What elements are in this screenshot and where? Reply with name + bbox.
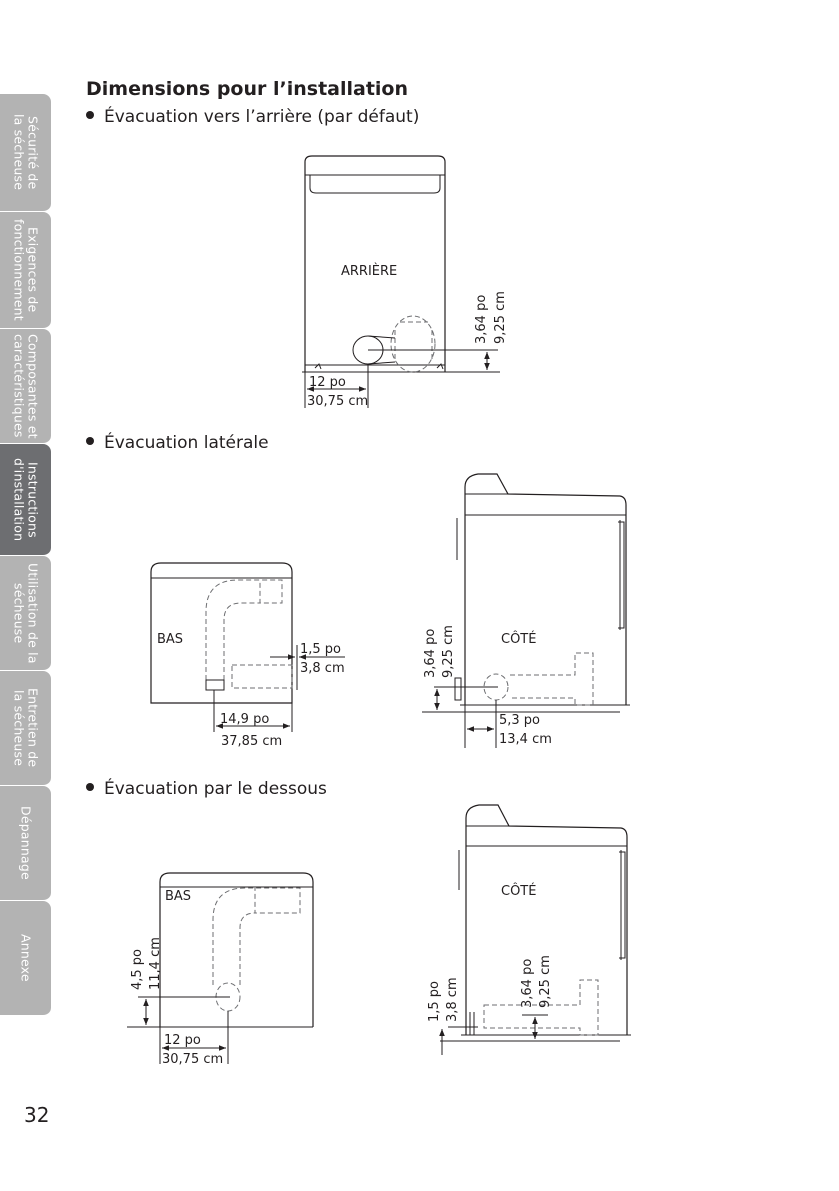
tab-label: Composantes et caractéristiques: [11, 333, 41, 439]
bullet-text: Évacuation vers l’arrière (par défaut): [104, 107, 420, 127]
dryer-lid-lines: [465, 494, 626, 515]
dim-bottom-width-in: 14,9 po: [220, 712, 270, 727]
tab-label: Dépannage: [18, 806, 34, 880]
view-label-side: CÔTÉ: [501, 884, 537, 899]
rear-view-diagram: [302, 156, 508, 409]
dryer-side-details: [457, 518, 620, 630]
dim-side-height-cm: 9,25 cm: [441, 625, 456, 678]
dim-side-offset-in: 5,3 po: [499, 713, 541, 728]
dim-bottom-height-in: 4,5 po: [130, 948, 145, 990]
view-label-bottom: BAS: [165, 889, 192, 904]
side-exhaust-side-view: [422, 474, 630, 748]
bullet-text: Évacuation par le dessous: [104, 779, 327, 799]
side-exhaust-bottom-view: [151, 563, 345, 749]
dim-bottom-height-cm: 11,4 cm: [148, 937, 163, 990]
dim-rear-height-in: 3,64 po: [474, 294, 489, 344]
vent-outlet: [455, 678, 461, 700]
dim-side-offset-cm: 13,4 cm: [499, 732, 552, 747]
tab-label: Sécurité de la sécheuse: [11, 114, 41, 191]
page-title: Dimensions pour l’installation: [86, 78, 408, 100]
dryer-control-panel: [310, 175, 440, 193]
dryer-side-outline: [465, 474, 626, 705]
dim-bottom-width-cm: 37,85 cm: [221, 734, 283, 749]
dim-rear-offset-in: 12 po: [309, 375, 346, 390]
dryer-side-details: [459, 850, 621, 960]
duct-side-dashed: [232, 665, 292, 688]
exhaust-duct-dashed: [395, 322, 432, 360]
dim-rear-offset-cm: 30,75 cm: [307, 394, 369, 409]
duct-elbow-dashed: [213, 888, 300, 985]
tab-label: Exigences de fonctionnement: [11, 219, 41, 321]
view-label-bottom: BAS: [157, 632, 184, 647]
view-label-side: CÔTÉ: [501, 632, 537, 647]
bottom-exhaust-bottom-view: [127, 873, 313, 1067]
tab-label: Instructions d'installation: [11, 457, 41, 542]
dim-bottom-offset-cm: 30,75 cm: [162, 1052, 224, 1067]
dim-side-height-in: 3,64 po: [423, 628, 438, 678]
dim-bottom-gap-in: 1,5 po: [300, 642, 342, 657]
bullet-text: Évacuation latérale: [104, 433, 269, 453]
dryer-door-hinge: [618, 522, 624, 628]
dryer-lid-lines: [466, 826, 627, 846]
dim-rear-height-cm: 9,25 cm: [493, 291, 508, 344]
tab-label: Utilisation de la sécheuse: [11, 562, 41, 664]
page-number: 32: [24, 1103, 50, 1127]
bottom-exhaust-side-view: [427, 805, 631, 1055]
duct-outlet: [206, 680, 224, 690]
tab-label: Annexe: [18, 934, 34, 982]
dim-side-gap-in: 1,5 po: [427, 980, 442, 1022]
dim-side-height-in: 3,64 po: [520, 958, 535, 1008]
view-label-rear: ARRIÈRE: [341, 264, 398, 279]
exhaust-housing-dashed: [391, 316, 435, 372]
dim-side-height-cm: 9,25 cm: [538, 955, 553, 1008]
dim-side-gap-cm: 3,8 cm: [445, 977, 460, 1022]
tab-label: Entretien de la sécheuse: [11, 688, 41, 768]
dryer-door-hinge: [619, 852, 625, 958]
vent-outlet: [470, 1012, 474, 1035]
duct-dashed: [510, 653, 593, 705]
dim-bottom-gap-cm: 3,8 cm: [300, 661, 345, 676]
dim-bottom-offset-in: 12 po: [164, 1033, 201, 1048]
